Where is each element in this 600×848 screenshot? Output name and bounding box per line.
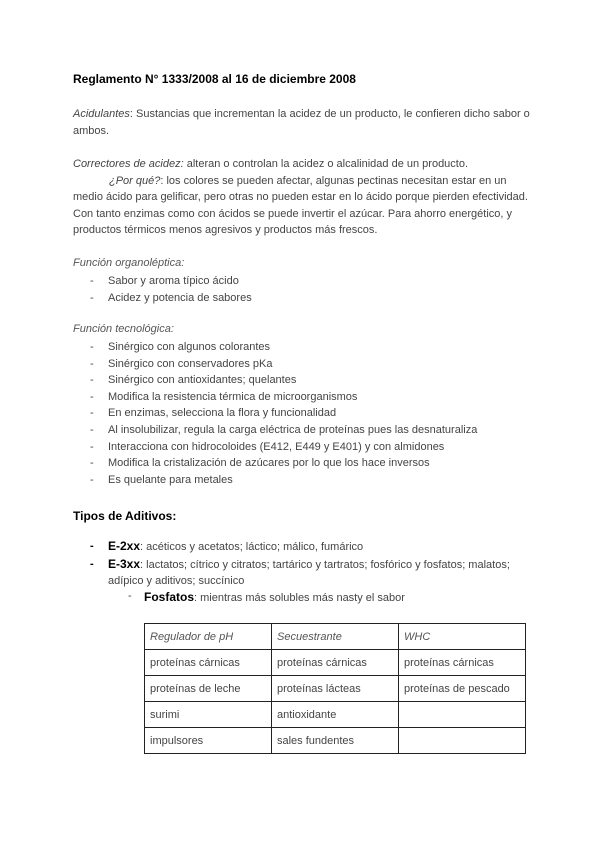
table-cell: antioxidante	[272, 702, 399, 728]
code-e3xx: E-3xx	[108, 556, 141, 571]
list-item: - Modifica la resistencia térmica de microorganismos	[90, 389, 477, 406]
e3xx-text: : lactatos; cítrico y citratos; tartárico y tartratos; fosfórico y fosfatos; malatos; adípico y aditivos; succínico	[108, 558, 510, 588]
list-item-e2xx	[90, 538, 530, 556]
table-cell: proteínas cárnicas	[272, 650, 399, 676]
tecnologica-label: Función tecnológica:	[73, 323, 174, 335]
additive-codes-list	[90, 538, 530, 590]
tecnologica-list	[90, 339, 477, 488]
acidulantes-term: Acidulantes	[73, 108, 130, 120]
list-item: - Sinérgico con algunos colorantes	[90, 339, 477, 356]
list-item-fosfatos	[128, 590, 405, 604]
table-row	[145, 728, 526, 754]
table-header-cell: Secuestrante	[272, 624, 399, 650]
list-item-e3xx	[90, 556, 530, 590]
correctores-term: Correctores de acidez:	[73, 158, 184, 170]
list-item: - Sinérgico con antioxidantes; quelantes	[90, 372, 477, 389]
list-item: - Interacciona con hidrocoloides (E412, E449 y E401) y con almidones	[90, 439, 477, 456]
additives-table	[144, 623, 526, 754]
list-item: - Sinérgico con conservadores pKa	[90, 356, 477, 373]
list-item: - En enzimas, selecciona la flora y funcionalidad	[90, 405, 477, 422]
table-row	[145, 702, 526, 728]
fosfatos-text: : mientras más solubles más nasty el sabor	[194, 592, 405, 604]
table-cell: proteínas de pescado	[399, 676, 526, 702]
code-fosfatos: Fosfatos	[144, 590, 195, 604]
organoleptica-list	[90, 273, 252, 306]
table-header-cell: WHC	[399, 624, 526, 650]
table-row	[145, 676, 526, 702]
table-cell: impulsores	[145, 728, 272, 754]
table-header-row	[145, 624, 526, 650]
list-item: - Sabor y aroma típico ácido	[90, 273, 252, 290]
table-cell	[399, 702, 526, 728]
correctores-paragraph	[73, 156, 533, 239]
acidulantes-text: : Sustancias que incrementan la acidez de un producto, le confieren dicho sabor o ambos.	[73, 108, 530, 137]
code-e2xx: E-2xx	[108, 539, 141, 553]
acidulantes-paragraph	[73, 106, 533, 139]
por-que-question: ¿Por qué?	[109, 174, 161, 187]
table-cell: sales fundentes	[272, 728, 399, 754]
correctores-text: alteran o controlan la acidez o alcalinidad de un producto.	[183, 158, 469, 170]
table-cell: proteínas cárnicas	[145, 650, 272, 676]
table-cell: proteínas cárnicas	[399, 650, 526, 676]
tipos-heading: Tipos de Aditivos:	[73, 509, 177, 523]
table-cell	[399, 728, 526, 754]
organoleptica-label: Función organoléptica:	[73, 257, 185, 269]
table-cell: surimi	[145, 702, 272, 728]
table-cell: proteínas de leche	[145, 676, 272, 702]
table-row	[145, 650, 526, 676]
page-title: Reglamento N° 1333/2008 al 16 de diciembre 2008	[73, 72, 356, 86]
table-header-cell: Regulador de pH	[145, 624, 272, 650]
list-item: - Es quelante para metales	[90, 472, 477, 489]
e2xx-text: : acéticos y acetatos; láctico; málico, fumárico	[140, 541, 364, 553]
por-que-answer: : los colores se pueden afectar, algunas pectinas necesitan estar en un medio ácido para gelificar, pero otras no pueden estar en lo ácido porque pierden efectividad. Con tanto enzimas como con ácidos se puede invertir el azúcar. Para ahorro energético, y productos térmicos menos agresivos y productos más frescos.	[73, 174, 528, 237]
list-item: - Modifica la cristalización de azúcares por lo que los hace inversos	[90, 455, 477, 472]
table-cell: proteínas lácteas	[272, 676, 399, 702]
list-item: - Acidez y potencia de sabores	[90, 290, 252, 307]
list-item: - Al insolubilizar, regula la carga eléctrica de proteínas pues las desnaturaliza	[90, 422, 477, 439]
